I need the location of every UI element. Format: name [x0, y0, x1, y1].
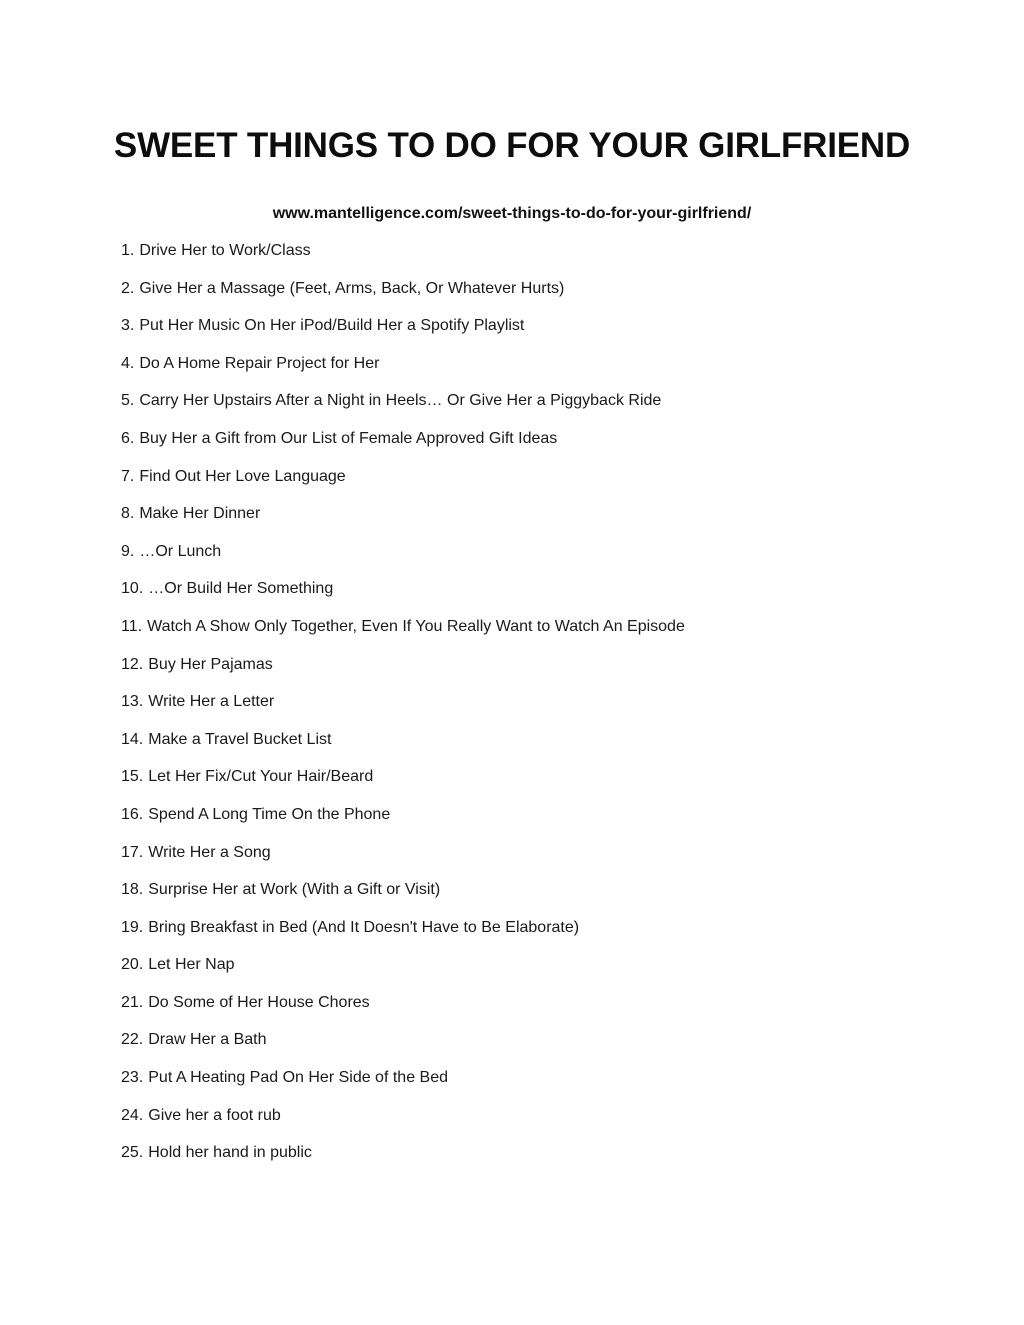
list-item [121, 541, 685, 579]
list-item-text: Draw Her a Bath [148, 1031, 267, 1049]
list-item [121, 428, 685, 466]
list-item-text: Carry Her Upstairs After a Night in Heels… Or Give Her a Piggyback Ride [139, 392, 662, 410]
list-item-text: Put Her Music On Her iPod/Build Her a Spotify Playlist [139, 317, 525, 335]
list-item [121, 917, 685, 955]
list-item-text: Find Out Her Love Language [139, 467, 346, 485]
item-list [121, 240, 685, 1180]
list-item-text: …Or Lunch [139, 542, 222, 560]
list-item-text: Let Her Fix/Cut Your Hair/Beard [148, 768, 374, 786]
list-item-number: 12. [121, 655, 144, 673]
list-item-number: 14. [121, 730, 144, 748]
list-item-number: 23. [121, 1069, 144, 1087]
list-item-text: Spend A Long Time On the Phone [148, 805, 391, 823]
list-item-number: 15. [121, 768, 144, 786]
list-item [121, 766, 685, 804]
list-item-text: Do Some of Her House Chores [148, 993, 370, 1011]
list-item [121, 353, 685, 391]
list-item-text: Make Her Dinner [139, 505, 261, 523]
list-item-number: 10. [121, 580, 144, 598]
list-item-number: 22. [121, 1031, 144, 1049]
list-item [121, 691, 685, 729]
list-item-text: Put A Heating Pad On Her Side of the Bed [148, 1069, 448, 1087]
list-item-text: Do A Home Repair Project for Her [139, 354, 380, 372]
list-item [121, 1105, 685, 1143]
list-item-number: 18. [121, 881, 144, 899]
list-item [121, 1142, 685, 1180]
list-item-number: 19. [121, 918, 144, 936]
list-item-text: Write Her a Letter [148, 693, 275, 711]
list-item [121, 578, 685, 616]
list-item [121, 654, 685, 692]
list-item [121, 1029, 685, 1067]
list-item-text: Hold her hand in public [148, 1144, 312, 1162]
list-item-text: Give Her a Massage (Feet, Arms, Back, Or Whatever Hurts) [139, 279, 565, 297]
list-item [121, 842, 685, 880]
list-item [121, 804, 685, 842]
list-item-number: 9. [121, 542, 135, 560]
list-item [121, 729, 685, 767]
list-item-number: 16. [121, 805, 144, 823]
list-item-text: Surprise Her at Work (With a Gift or Visit) [148, 881, 441, 899]
list-item-number: 6. [121, 429, 135, 447]
list-item-number: 7. [121, 467, 135, 485]
source-url: www.mantelligence.com/sweet-things-to-do-for-your-girlfriend/ [272, 205, 752, 222]
list-item-number: 4. [121, 354, 135, 372]
list-item [121, 992, 685, 1030]
list-item-number: 1. [121, 242, 135, 259]
list-item-number: 25. [121, 1144, 144, 1162]
list-item [121, 1067, 685, 1105]
list-item-text: Buy Her Pajamas [148, 655, 273, 673]
list-item-number: 11. [121, 617, 143, 635]
list-item-number: 13. [121, 693, 144, 711]
list-item-number: 3. [121, 317, 135, 335]
list-item [121, 503, 685, 541]
list-item-text: Buy Her a Gift from Our List of Female Approved Gift Ideas [139, 429, 558, 447]
list-item [121, 466, 685, 504]
list-item-text: Let Her Nap [148, 956, 235, 974]
page-title: SWEET THINGS TO DO FOR YOUR GIRLFRIEND [113, 126, 911, 165]
list-item-number: 2. [121, 279, 135, 297]
list-item-number: 8. [121, 505, 135, 523]
list-item-text: Bring Breakfast in Bed (And It Doesn't Have to Be Elaborate) [148, 918, 580, 936]
list-item-text: Write Her a Song [148, 843, 271, 861]
list-item-number: 21. [121, 993, 144, 1011]
list-item-number: 24. [121, 1106, 144, 1124]
list-item [121, 390, 685, 428]
list-item-text: Drive Her to Work/Class [139, 242, 311, 259]
list-item [121, 616, 685, 654]
list-item-number: 17. [121, 843, 144, 861]
list-item-number: 5. [121, 392, 135, 410]
list-item-text: Make a Travel Bucket List [148, 730, 332, 748]
list-item-text: Watch A Show Only Together, Even If You Really Want to Watch An Episode [147, 617, 685, 635]
list-item [121, 879, 685, 917]
list-item [121, 954, 685, 992]
list-item [121, 278, 685, 316]
list-item [121, 315, 685, 353]
list-item [121, 240, 685, 278]
list-item-text: Give her a foot rub [148, 1106, 281, 1124]
list-item-text: …Or Build Her Something [148, 580, 334, 598]
list-item-number: 20. [121, 956, 144, 974]
